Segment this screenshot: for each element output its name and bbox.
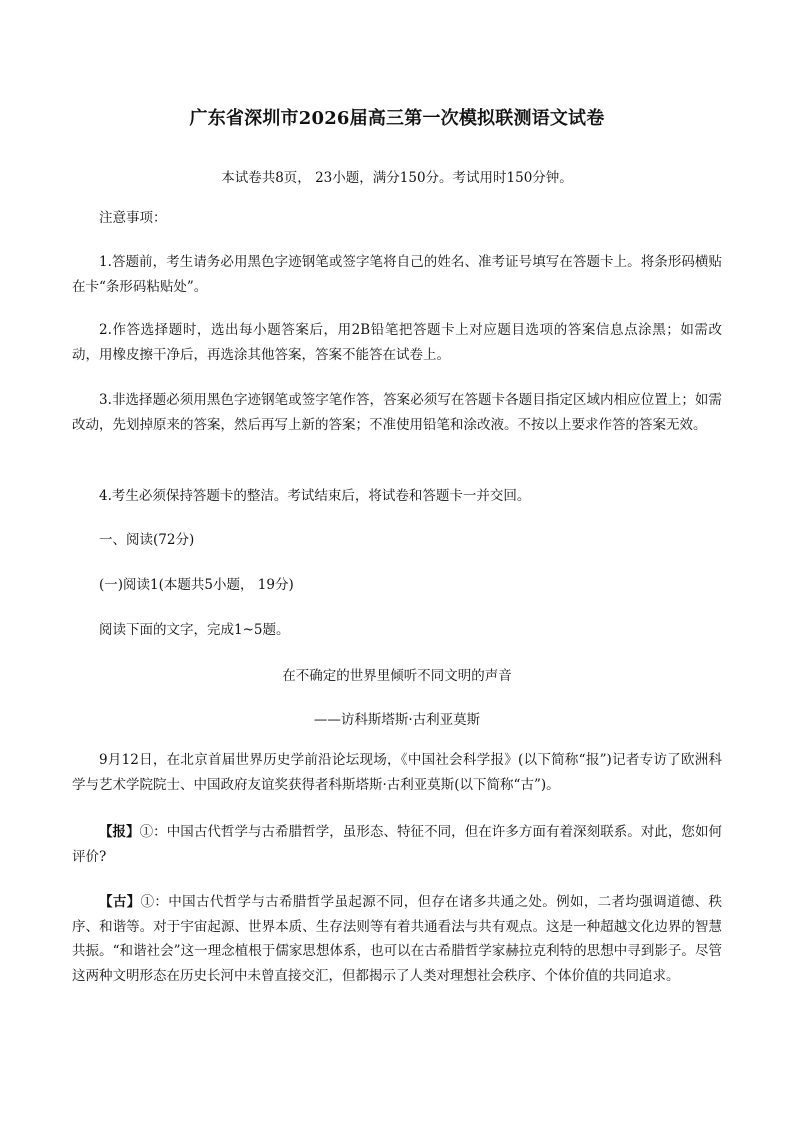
section-heading: 一、阅读(72分)	[99, 532, 195, 548]
speaker-label: 【报】	[99, 824, 140, 840]
speaker-label: 【古】	[99, 894, 141, 910]
qa-text: ①：中国古代哲学与古希腊哲学，虽形态、特征不同，但在许多方面有着深刻联系。对此，您如何评价?	[72, 824, 723, 865]
notice-heading: 注意事项：	[99, 210, 167, 226]
reading-instruction: 阅读下面的文字，完成1~5题。	[99, 622, 290, 638]
article-byline: ——访科斯塔斯·古利亚莫斯	[313, 712, 481, 728]
subsection-heading: (一)阅读1(本题共5小题， 19分)	[99, 577, 294, 593]
article-title: 在不确定的世界里倾听不同文明的声音	[282, 668, 512, 684]
notice-item-4: 4.考生必须保持答题卡的整洁。考试结束后，将试卷和答题卡一并交回。	[99, 488, 531, 504]
notice-item-2: 2.作答选择题时，选出每小题答案后，用2B铅笔把答题卡上对应题目选项的答案信息点涂黑；如需改动，用橡皮擦干净后，再选涂其他答案，答案不能答在试卷上。	[72, 322, 722, 363]
notice-item-3: 3.非选择题必须用黑色字迹钢笔或签字笔作答，答案必须写在答题卡各题目指定区域内相应位置上；如需改动，先划掉原来的答案，然后再写上新的答案；不准使用铅笔和涂改液。不按以上要求作答的答案无效。	[72, 392, 722, 433]
exam-summary: 本试卷共8页， 23小题，满分150分。考试用时150分钟。	[221, 170, 573, 186]
qa-item-2	[72, 890, 722, 988]
notice-item-1: 1.答题前，考生请务必用黑色字迹钢笔或签字笔将自己的姓名、准考证号填写在答题卡上。将条形码横贴在卡“条形码粘贴处”。	[72, 254, 722, 295]
qa-item-1	[72, 820, 722, 869]
page-title: 广东省深圳市2026届高三第一次模拟联测语文试卷	[189, 108, 605, 129]
article-intro: 9月12日，在北京首届世界历史学前沿论坛现场，《中国社会科学报》(以下简称“报”)记者专访了欧洲科学与艺术学院院士、中国政府友谊奖获得者科斯塔斯·古利亚莫斯(以下简称“古”)。	[72, 752, 722, 793]
qa-text: ①：中国古代哲学与古希腊哲学虽起源不同，但存在诸多共通之处。例如，二者均强调道德、秩序、和谐等。对于宇宙起源、世界本质、生存法则等有着共通看法与共有观点。这是一种超越文化边界的智慧共振。“和谐社会”这一理念植根于儒家思想体系，也可以在古希腊哲学家赫拉克利特的思想中寻到影子。尽管这两种文明形态在历史长河中未曾直接交汇，但都揭示了人类对理想社会秩序、个体价值的共同追求。	[72, 894, 723, 984]
